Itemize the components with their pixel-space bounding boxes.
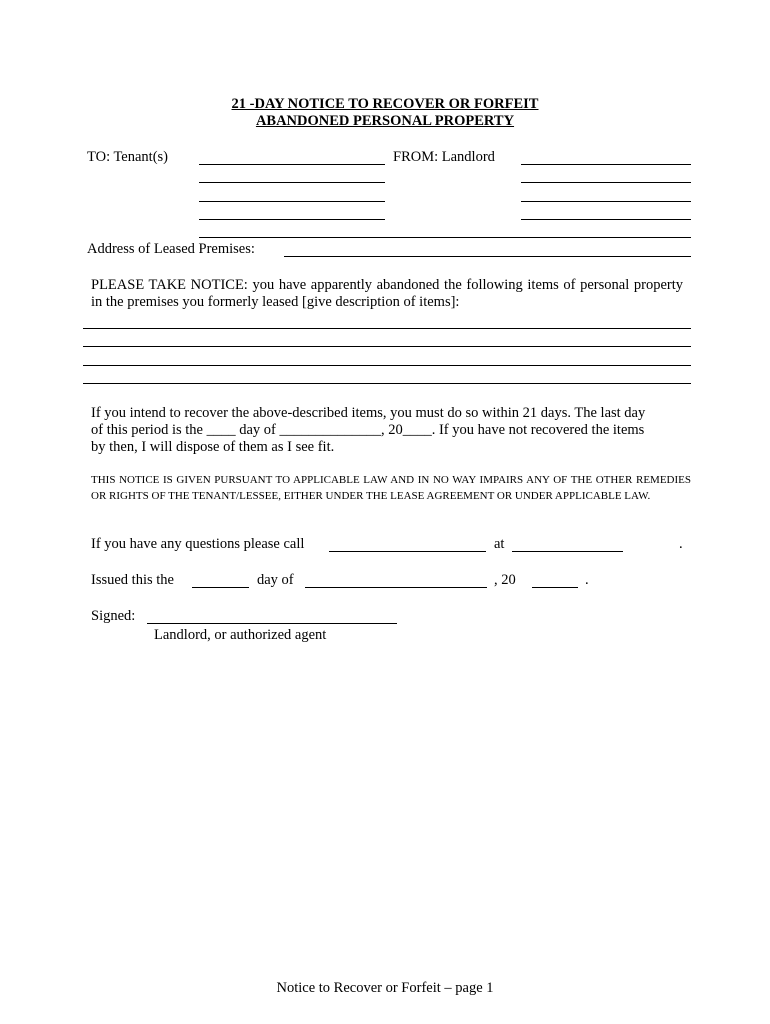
issued-day-line[interactable] [192, 587, 249, 588]
phone-name-line[interactable] [329, 551, 486, 552]
notice-paragraph: PLEASE TAKE NOTICE: you have apparently abandoned the following items of personal property in the premises you formerly leased [give description of items]: [91, 277, 683, 310]
description-line-4[interactable] [83, 383, 691, 384]
at-label: at [494, 536, 505, 552]
from-landlord-label: FROM: Landlord [393, 149, 495, 165]
recover-line-2: of this period is the ____ day of ______________, 20____. If you have not recovered the items [91, 422, 645, 438]
landlord-line-4[interactable] [521, 219, 691, 220]
questions-period: . [679, 536, 683, 552]
title-line-2: ABANDONED PERSONAL PROPERTY [255, 113, 515, 129]
issued-label: Issued this the [91, 572, 174, 588]
recover-line-3: by then, I will dispose of them as I see fit. [91, 439, 335, 455]
description-line-3[interactable] [83, 365, 691, 366]
description-line-1[interactable] [83, 328, 691, 329]
issued-year-line[interactable] [532, 587, 578, 588]
address-label: Address of Leased Premises: [87, 241, 255, 257]
issued-period: . [585, 572, 589, 588]
law-notice: THIS NOTICE IS GIVEN PURSUANT TO APPLICABLE LAW AND IN NO WAY IMPAIRS ANY OF THE OTHER REMEDIES OR RIGHTS OF THE TENANT/LESSEE, EITHER UNDER THE LEASE AGREEMENT OR UNDER APPLICABLE LAW. [91, 474, 691, 502]
to-tenant-label: TO: Tenant(s) [87, 149, 169, 165]
recover-line-1: If you intend to recover the above-described items, you must do so within 21 days. The last day [91, 405, 646, 421]
description-line-2[interactable] [83, 346, 691, 347]
signer-caption: Landlord, or authorized agent [154, 627, 327, 643]
address-top-line[interactable] [199, 237, 691, 238]
issued-month-line[interactable] [305, 587, 487, 588]
signed-label: Signed: [91, 608, 136, 624]
landlord-line-3[interactable] [521, 201, 691, 202]
phone-number-line[interactable] [512, 551, 623, 552]
issued-year-label: , 20 [494, 572, 516, 588]
tenant-name-line-4[interactable] [199, 219, 385, 220]
title-line-1: 21 -DAY NOTICE TO RECOVER OR FORFEIT [231, 96, 539, 112]
tenant-name-line-1[interactable] [199, 164, 385, 165]
tenant-name-line-2[interactable] [199, 182, 385, 183]
signature-line[interactable] [147, 623, 397, 624]
page-footer: Notice to Recover or Forfeit – page 1 [276, 980, 494, 996]
landlord-line-2[interactable] [521, 182, 691, 183]
address-line[interactable] [284, 256, 691, 257]
questions-label: If you have any questions please call [91, 536, 305, 552]
issued-day-of-label: day of [257, 572, 294, 588]
landlord-line-1[interactable] [521, 164, 691, 165]
tenant-name-line-3[interactable] [199, 201, 385, 202]
